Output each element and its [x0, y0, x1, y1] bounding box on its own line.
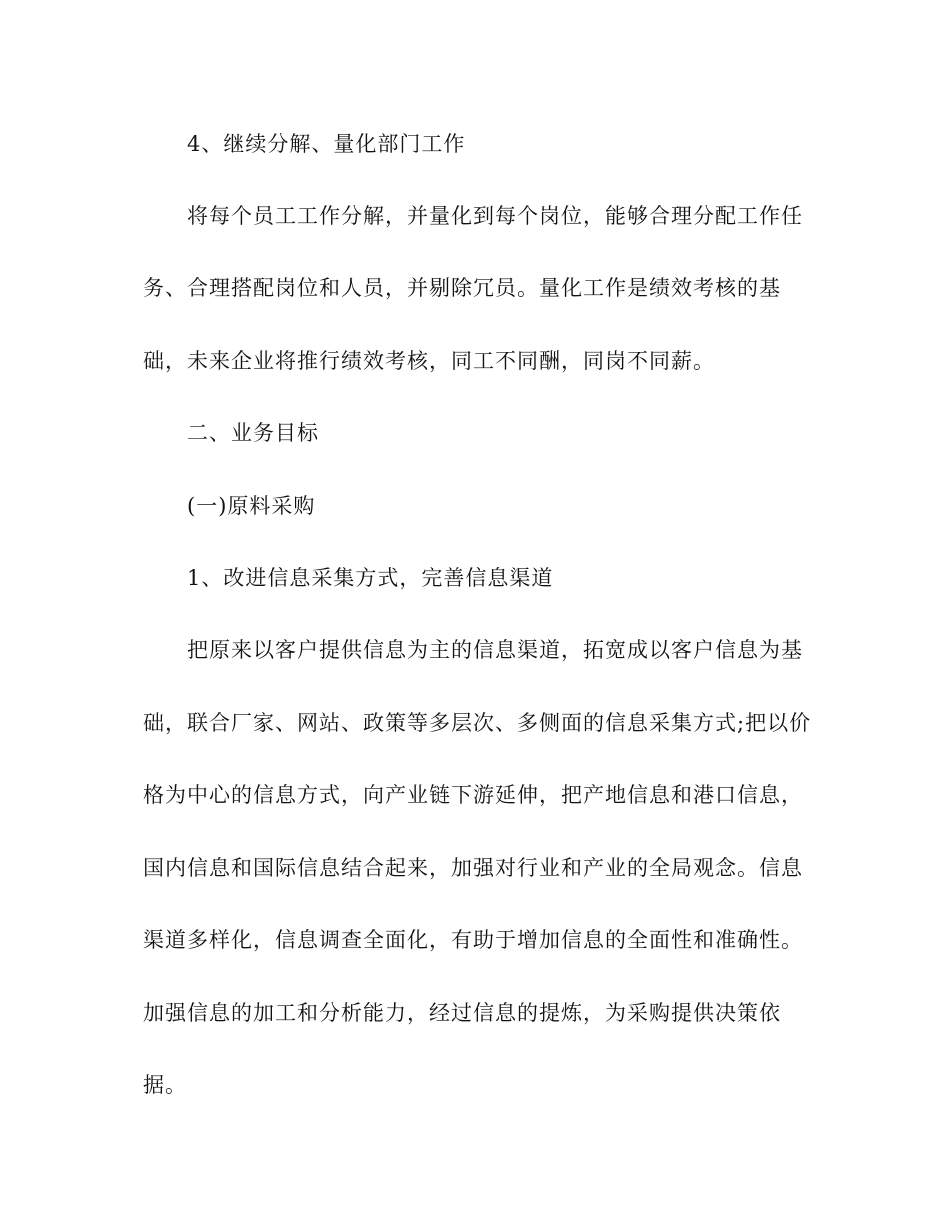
- paragraph-line: 渠道多样化，信息调查全面化，有助于增加信息的全面性和准确性。: [143, 928, 803, 952]
- item-heading-info-collection: 1、改进信息采集方式，完善信息渠道: [187, 566, 554, 590]
- paragraph-line: 将每个员工工作分解，并量化到每个岗位，能够合理分配工作任: [187, 204, 803, 228]
- paragraph-line: 格为中心的信息方式，向产业链下游延伸，把产地信息和港口信息，: [143, 783, 803, 807]
- paragraph-line: 国内信息和国际信息结合起来，加强对行业和产业的全局观念。信息: [143, 856, 803, 880]
- paragraph-line: 加强信息的加工和分析能力，经过信息的提炼，为采购提供决策依: [143, 1001, 781, 1025]
- paragraph-line: 务、合理搭配岗位和人员，并剔除冗员。量化工作是绩效考核的基: [143, 276, 781, 300]
- paragraph-line: 把原来以客户提供信息为主的信息渠道，拓宽成以客户信息为基: [187, 638, 803, 662]
- paragraph-line: 础，联合厂家、网站、政策等多层次、多侧面的信息采集方式;把以价: [143, 711, 812, 735]
- paragraph-line: 础，未来企业将推行绩效考核，同工不同酬，同岗不同薪。: [143, 349, 715, 373]
- section-heading-quantify-work: 4、继续分解、量化部门工作: [187, 132, 466, 156]
- section-heading-business-goals: 二、业务目标: [187, 421, 319, 445]
- subsection-heading-raw-material: (一)原料采购: [187, 494, 316, 518]
- paragraph-line: 据。: [143, 1073, 187, 1097]
